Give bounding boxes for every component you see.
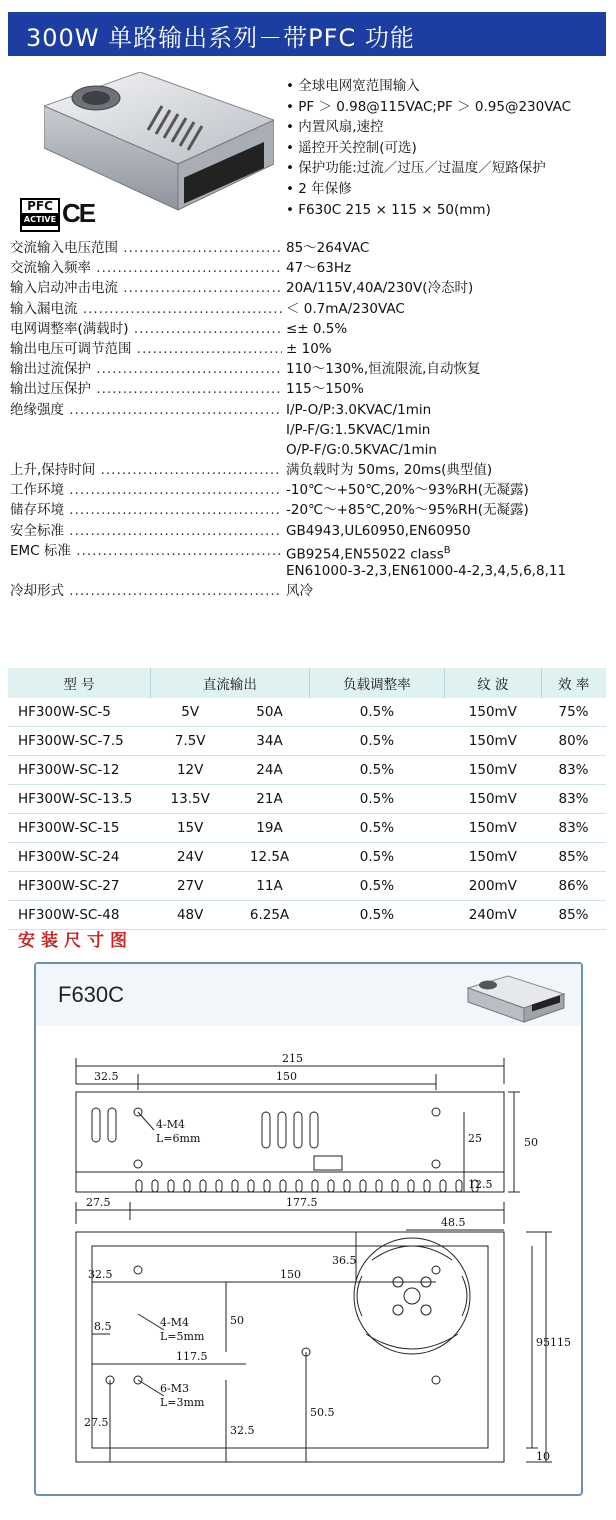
cell-current: 6.25A [230, 901, 309, 930]
cell-ripple: 150mV [445, 756, 541, 785]
spec-label: 输出过压保护 ..... [10, 379, 282, 399]
table-row [8, 872, 606, 901]
table-row [8, 814, 606, 843]
cell-current: 11A [230, 872, 309, 901]
small-product-photo [466, 974, 566, 1024]
label-side-holes: 4-M4 [156, 1118, 185, 1131]
side-vents [136, 1180, 478, 1192]
feature-item: • 全球电网宽范围输入 [286, 78, 420, 94]
table-row [8, 698, 606, 727]
cell-current: 19A [230, 814, 309, 843]
feature-list [286, 76, 571, 220]
cell-efficiency: 80% [541, 727, 606, 756]
feature-item: • 遥控开关控制(可选) [286, 139, 417, 156]
page-title: 300W 单路输出系列－带PFC 功能 [26, 24, 415, 52]
cell-ripple: 150mV [445, 785, 541, 814]
spec-label: 安全标准 ..... [10, 521, 282, 541]
cell-voltage: 24V [151, 843, 230, 872]
cell-load-reg: 0.5% [309, 843, 444, 872]
spec-row [10, 400, 610, 420]
ce-mark: CE [62, 198, 95, 228]
cell-efficiency: 85% [541, 843, 606, 872]
spec-value: ≤± 0.5% [286, 320, 348, 337]
cell-voltage: 5V [151, 698, 230, 727]
cell-voltage: 15V [151, 814, 230, 843]
spec-value: 20A/115V,40A/230V(冷态时) [286, 280, 474, 297]
feature-item: • 内置风扇,速控 [286, 119, 384, 136]
table-row [8, 756, 606, 785]
cell-current: 50A [230, 698, 309, 727]
table-header-row [8, 668, 606, 698]
spec-row [10, 480, 610, 500]
cell-load-reg: 0.5% [309, 872, 444, 901]
cell-voltage: 48V [151, 901, 230, 930]
label-bottom-depth-m3: L=3mm [160, 1396, 205, 1409]
spec-value: 47～63Hz [286, 260, 352, 277]
spec-label: 绝缘强度 ..... [10, 400, 282, 420]
cell-current: 24A [230, 756, 309, 785]
dim-bottom-right: 48.5 [441, 1216, 466, 1229]
cell-current: 21A [230, 785, 309, 814]
spec-row [10, 541, 610, 561]
cell-model: HF300W-SC-12 [8, 756, 151, 785]
cell-ripple: 240mV [445, 901, 541, 930]
spec-label: 工作环境 ..... [10, 480, 282, 500]
header-dc-output: 直流输出 [151, 668, 310, 698]
dimension-section-title: 安装尺寸图 [18, 931, 133, 951]
header-model: 型 号 [8, 668, 151, 698]
cell-ripple: 200mV [445, 872, 541, 901]
dim-fan-vertical: 36.5 [332, 1254, 357, 1267]
cell-model: HF300W-SC-7.5 [8, 727, 151, 756]
feature-item: • 保护功能:过流／过压／过温度／短路保护 [286, 160, 546, 177]
cell-load-reg: 0.5% [309, 785, 444, 814]
dim-bottom-margin: 10 [536, 1450, 550, 1463]
spec-row [10, 299, 610, 319]
cell-voltage: 7.5V [151, 727, 230, 756]
spec-value-superscript: B [443, 544, 451, 556]
title-banner [8, 12, 606, 56]
spec-value: -10℃～+50℃,20%～93%RH(无凝露) [286, 482, 529, 499]
feature-item: • F630C 215 × 115 × 50(mm) [286, 201, 491, 218]
spec-value: EN61000-3-2,3,EN61000-4-2,3,4,5,6,8,11 [286, 563, 567, 579]
mechanical-drawing [36, 1034, 581, 1489]
spec-label: 冷却形式 ..... [10, 581, 282, 601]
drawing-model-label: F630C [58, 982, 125, 1007]
spec-label: 交流输入频率 ..... [10, 258, 282, 278]
spec-row [10, 359, 610, 379]
spec-value: ＜ 0.7mA/230VAC [286, 300, 405, 317]
cell-load-reg: 0.5% [309, 756, 444, 785]
cell-model: HF300W-SC-15 [8, 814, 151, 843]
cell-load-reg: 0.5% [309, 901, 444, 930]
pfc-active-logo [20, 198, 60, 232]
label-bottom-depth-m4: L=5mm [160, 1330, 205, 1343]
spec-row [10, 238, 610, 258]
dim-left-offset: 32.5 [94, 1070, 119, 1083]
header-efficiency: 效 率 [541, 668, 606, 698]
model-table [8, 668, 606, 930]
dim-side-hole-vertical: 25 [468, 1132, 482, 1145]
dim-bottom-left2: 32.5 [88, 1268, 113, 1281]
dimension-drawing [34, 962, 583, 1496]
spec-row [10, 500, 610, 520]
spec-label: 输入漏电流 ..... [10, 299, 282, 319]
cell-load-reg: 0.5% [309, 727, 444, 756]
feature-item: • PF ＞ 0.98@115VAC;PF ＞ 0.95@230VAC [286, 98, 572, 115]
dim-height-inner: 95 [536, 1336, 550, 1349]
spec-row [10, 379, 610, 399]
cell-voltage: 27V [151, 872, 230, 901]
dim-vertical-3: 50.5 [310, 1406, 335, 1419]
dim-mid-span: 117.5 [176, 1350, 208, 1363]
spec-row [10, 258, 610, 278]
cell-model: HF300W-SC-5 [8, 698, 151, 727]
cell-efficiency: 83% [541, 756, 606, 785]
cell-ripple: 150mV [445, 814, 541, 843]
spec-label: 输入启动冲击电流 ..... [10, 278, 282, 298]
cell-efficiency: 86% [541, 872, 606, 901]
spec-row [10, 521, 610, 541]
spec-value: 满负载时为 50ms, 20ms(典型值) [286, 462, 493, 479]
feature-item: • 2 年保修 [286, 180, 352, 197]
spec-value: -20℃～+85℃,20%～95%RH(无凝露) [286, 502, 529, 519]
cell-voltage: 12V [151, 756, 230, 785]
table-row [8, 727, 606, 756]
cell-efficiency: 83% [541, 785, 606, 814]
spec-value: I/P-F/G:1.5KVAC/1min [286, 421, 431, 438]
dim-small-offset: 8.5 [94, 1320, 112, 1333]
spec-value: ± 10% [286, 340, 332, 357]
header-load-regulation: 负载调整率 [309, 668, 444, 698]
cell-current: 34A [230, 727, 309, 756]
cell-model: HF300W-SC-48 [8, 901, 151, 930]
dim-height-overall: 115 [550, 1336, 571, 1349]
cell-model: HF300W-SC-27 [8, 872, 151, 901]
spec-value: 115～150% [286, 381, 364, 398]
spec-label: EMC 标准 ..... [10, 541, 282, 561]
spec-value-text: GB9254,EN55022 class [286, 546, 444, 563]
spec-label: 上升,保持时间 ..... [10, 460, 282, 480]
cell-current: 12.5A [230, 843, 309, 872]
dim-mid-vertical: 50 [230, 1314, 244, 1327]
bottom-view [76, 1202, 552, 1462]
spec-row [10, 319, 610, 339]
side-view [76, 1058, 520, 1192]
table-row [8, 843, 606, 872]
spec-value: 85～264VAC [286, 240, 370, 256]
dim-side-height: 50 [524, 1136, 538, 1149]
cell-load-reg: 0.5% [309, 814, 444, 843]
spec-value: 风冷 [286, 583, 313, 600]
table-row [8, 785, 606, 814]
active-logo-text: ACTIVE [23, 215, 57, 224]
spec-label: 电网调整率(满载时) ..... [10, 319, 282, 339]
label-bottom-holes-m3: 6-M3 [160, 1382, 189, 1395]
dim-left3: 27.5 [84, 1416, 109, 1429]
cell-efficiency: 85% [541, 901, 606, 930]
spec-value: 110～130%,恒流限流,自动恢复 [286, 361, 481, 378]
spec-label: 输出过流保护 ..... [10, 359, 282, 379]
dim-bottom-span2: 150 [280, 1268, 301, 1281]
dim-overall-length: 215 [282, 1052, 303, 1065]
dim-bottom-left: 27.5 [86, 1196, 111, 1209]
pfc-logo-text: PFC [27, 199, 53, 213]
spec-value: I/P-O/P:3.0KVAC/1min [286, 401, 432, 418]
spec-row [10, 581, 610, 601]
spec-value: O/P-F/G:0.5KVAC/1min [286, 441, 437, 458]
spec-row [10, 460, 610, 480]
cell-voltage: 13.5V [151, 785, 230, 814]
spec-row-continued [10, 420, 610, 440]
dim-bottom-span: 177.5 [286, 1196, 318, 1209]
header-ripple: 纹 波 [445, 668, 541, 698]
cell-load-reg: 0.5% [309, 698, 444, 727]
spec-label: 交流输入电压范围 ..... [10, 238, 282, 258]
spec-row-continued [10, 561, 610, 581]
spec-label: 储存环境 ..... [10, 500, 282, 520]
label-bottom-holes-m4: 4-M4 [160, 1316, 189, 1329]
cell-model: HF300W-SC-13.5 [8, 785, 151, 814]
dim-hole-span: 150 [276, 1070, 297, 1083]
spec-label: 输出电压可调节范围 ..... [10, 339, 282, 359]
spec-row-continued [10, 440, 610, 460]
dim-side-hole-bottom: 12.5 [468, 1178, 493, 1191]
cell-ripple: 150mV [445, 843, 541, 872]
cell-efficiency: 83% [541, 814, 606, 843]
cell-efficiency: 75% [541, 698, 606, 727]
cell-ripple: 150mV [445, 727, 541, 756]
cell-model: HF300W-SC-24 [8, 843, 151, 872]
spec-value: GB4943,UL60950,EN60950 [286, 522, 471, 539]
label-side-hole-depth: L=6mm [156, 1132, 201, 1145]
dim-vertical-4: 32.5 [230, 1424, 255, 1437]
cell-ripple: 150mV [445, 698, 541, 727]
spec-row [10, 339, 610, 359]
spec-list [10, 238, 610, 601]
spec-row [10, 278, 610, 298]
